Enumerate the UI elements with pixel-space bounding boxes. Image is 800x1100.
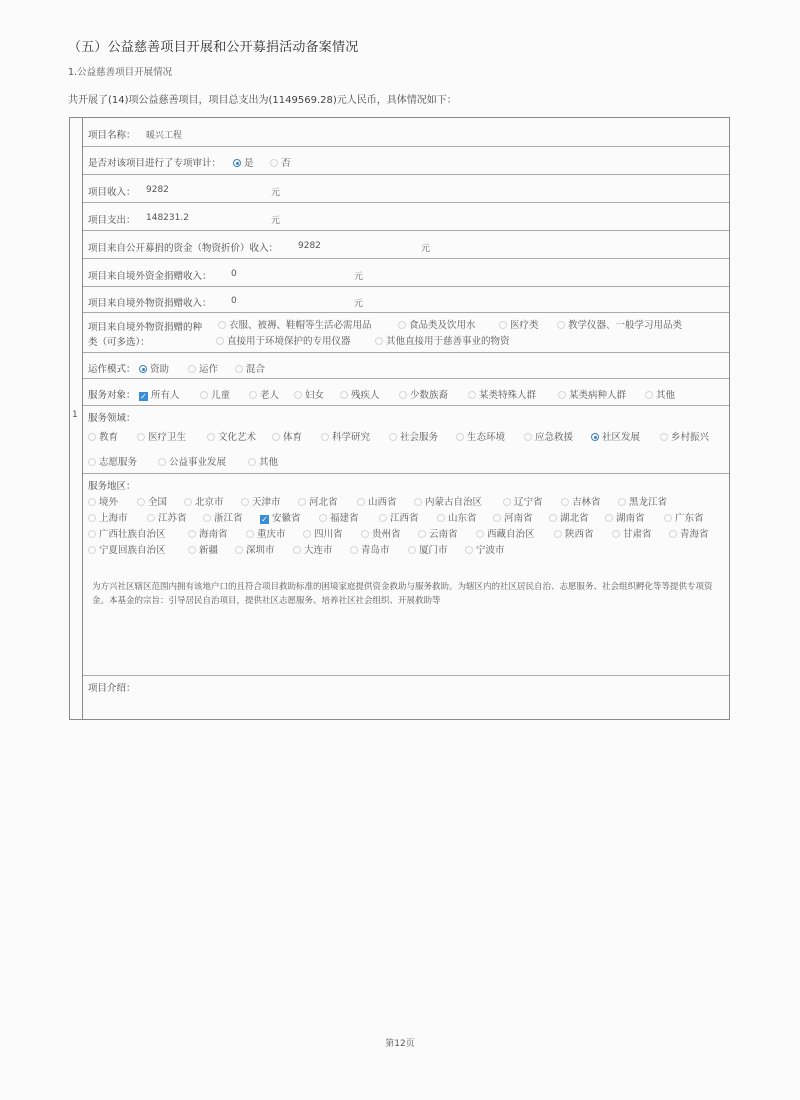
checkbox-empty-icon	[389, 433, 397, 441]
region-option[interactable]	[418, 526, 458, 540]
region-option[interactable]	[612, 526, 652, 540]
checkbox-empty-icon	[554, 530, 562, 538]
target-option-label: 某类特殊人群	[479, 390, 537, 401]
public-income-unit: 元	[421, 244, 431, 254]
mode-option[interactable]	[139, 361, 169, 375]
goods-type-label-1: 项目来自境外物资捐赠的种	[88, 322, 203, 333]
target-option-label: 妇女	[305, 390, 325, 401]
checkbox-empty-icon	[414, 498, 422, 506]
region-option-label: 吉林省	[572, 497, 601, 508]
public-income-label: 项目来自公开募捐的资金（物资折价）收入：	[88, 243, 279, 254]
field-option-label: 医疗卫生	[148, 432, 187, 443]
income-unit: 元	[271, 188, 281, 198]
region-option[interactable]	[618, 494, 667, 508]
region-option-label: 浙江省	[214, 513, 243, 524]
field-label: 服务领域：	[88, 413, 136, 424]
goods-type-option[interactable]	[557, 317, 682, 331]
section-title: （五）公益慈善项目开展和公开募捐活动备案情况	[68, 40, 359, 55]
region-option[interactable]	[88, 510, 128, 524]
region-option[interactable]	[350, 542, 390, 556]
region-option-label: 大连市	[304, 545, 333, 556]
checkbox-empty-icon	[399, 391, 407, 399]
target-option-label: 老人	[260, 390, 280, 401]
audit-no-option[interactable]	[270, 155, 291, 169]
goods-type-label: 教学仪器、一般学习用品类	[568, 320, 683, 331]
mode-option-label: 运作	[199, 364, 219, 375]
row-regions	[83, 474, 729, 676]
region-option-label: 新疆	[199, 545, 219, 556]
region-option-label: 湖南省	[616, 513, 645, 524]
goods-type-option[interactable]	[216, 333, 351, 347]
region-option[interactable]	[605, 510, 645, 524]
checkbox-empty-icon	[207, 433, 215, 441]
region-option[interactable]	[361, 526, 401, 540]
target-option-label: 儿童	[211, 390, 231, 401]
checkbox-empty-icon	[216, 337, 224, 345]
intro-label: 项目介绍：	[88, 683, 136, 694]
region-option-label: 山西省	[368, 497, 397, 508]
target-option-label: 某类病种人群	[569, 390, 627, 401]
checkbox-empty-icon	[248, 458, 256, 466]
field-option[interactable]	[456, 429, 505, 443]
radio-empty-icon	[235, 365, 243, 373]
region-option-label: 云南省	[429, 529, 458, 540]
checkbox-empty-icon	[361, 530, 369, 538]
region-option-label: 广东省	[675, 513, 704, 524]
checkbox-empty-icon	[558, 391, 566, 399]
checkbox-empty-icon	[669, 530, 677, 538]
region-option-label: 甘肃省	[623, 529, 652, 540]
region-option-label: 贵州省	[372, 529, 401, 540]
region-option-label: 湖北省	[560, 513, 589, 524]
income-value: 9282	[146, 185, 169, 195]
field-option[interactable]	[88, 454, 137, 468]
radio-empty-icon	[188, 365, 196, 373]
region-option[interactable]	[147, 510, 187, 524]
expense-unit: 元	[271, 216, 281, 226]
goods-type-option[interactable]	[398, 317, 476, 331]
row-mode	[83, 353, 729, 379]
checkbox-empty-icon	[561, 498, 569, 506]
region-option[interactable]	[319, 510, 359, 524]
field-option[interactable]	[158, 454, 226, 468]
region-option[interactable]	[561, 494, 601, 508]
region-option[interactable]	[357, 494, 397, 508]
region-option-label: 厦门市	[419, 545, 448, 556]
region-option-label: 境外	[99, 497, 119, 508]
region-option-label: 青海省	[680, 529, 709, 540]
region-option[interactable]	[554, 526, 594, 540]
page-number: 第12页	[385, 1039, 415, 1049]
field-option-label: 社区发展	[602, 432, 641, 443]
region-option[interactable]	[88, 542, 166, 556]
checkbox-empty-icon	[375, 337, 383, 345]
checkbox-empty-icon	[549, 514, 557, 522]
region-option-label: 上海市	[99, 513, 128, 524]
foreign-goods-unit: 元	[354, 299, 364, 309]
field-option-label: 应急救援	[535, 432, 574, 443]
field-option[interactable]	[248, 454, 278, 468]
field-option-label: 生态环境	[467, 432, 506, 443]
region-option-label: 全国	[148, 497, 168, 508]
region-option[interactable]	[664, 510, 704, 524]
field-option[interactable]	[272, 429, 302, 443]
field-option-label: 志愿服务	[99, 457, 138, 468]
region-options	[83, 474, 729, 675]
checkbox-empty-icon	[660, 433, 668, 441]
target-option[interactable]	[294, 387, 324, 401]
region-option-label: 青岛市	[361, 545, 390, 556]
field-option-label: 公益事业发展	[169, 457, 227, 468]
project-table	[69, 117, 730, 720]
target-option-label: 其他	[656, 390, 676, 401]
field-option[interactable]	[591, 429, 640, 443]
public-income-value: 9282	[298, 241, 321, 251]
region-option[interactable]	[437, 510, 477, 524]
region-option-label: 内蒙古自治区	[425, 497, 483, 508]
region-option-label: 山东省	[448, 513, 477, 524]
foreign-goods-value: 0	[231, 296, 237, 306]
checkbox-empty-icon	[340, 391, 348, 399]
row-audit	[83, 147, 729, 175]
expense-value: 148231.2	[146, 213, 189, 223]
target-option-label: 所有人	[151, 390, 180, 401]
mode-option[interactable]	[235, 361, 265, 375]
checkbox-checked-icon: ✓	[261, 515, 268, 524]
checkbox-empty-icon	[557, 321, 565, 329]
region-option[interactable]	[298, 494, 338, 508]
checkbox-empty-icon	[203, 514, 211, 522]
checkbox-empty-icon	[503, 498, 511, 506]
field-option-label: 其他	[259, 457, 279, 468]
checkbox-empty-icon	[88, 433, 96, 441]
checkbox-empty-icon	[88, 546, 96, 554]
checkbox-empty-icon	[476, 530, 484, 538]
checkbox-empty-icon	[188, 530, 196, 538]
region-option-label: 安徽省	[272, 513, 301, 524]
region-option[interactable]	[465, 542, 505, 556]
region-option-label: 海南省	[199, 529, 228, 540]
region-option-label: 深圳市	[246, 545, 275, 556]
checkbox-empty-icon	[437, 514, 445, 522]
region-option-label: 辽宁省	[514, 497, 543, 508]
row-income	[83, 175, 729, 203]
checkbox-empty-icon	[499, 321, 507, 329]
region-option-label: 宁波市	[476, 545, 505, 556]
field-option[interactable]	[207, 429, 256, 443]
region-option-label: 江苏省	[158, 513, 187, 524]
region-option[interactable]	[241, 494, 281, 508]
region-option-label: 河北省	[309, 497, 338, 508]
index-column	[70, 118, 83, 719]
checkbox-empty-icon	[188, 546, 196, 554]
row-fields	[83, 406, 729, 474]
region-option[interactable]	[476, 526, 535, 540]
checkbox-empty-icon	[88, 530, 96, 538]
checkbox-empty-icon	[218, 321, 226, 329]
checkbox-checked-icon: ✓	[140, 392, 147, 401]
row-foreign-cash	[83, 259, 729, 287]
checkbox-empty-icon	[468, 391, 476, 399]
radio-empty-icon	[270, 159, 278, 167]
goods-type-option[interactable]	[499, 317, 539, 331]
region-option[interactable]	[293, 542, 333, 556]
target-option[interactable]	[645, 387, 675, 401]
checkbox-empty-icon	[618, 498, 626, 506]
region-option-label: 福建省	[330, 513, 359, 524]
checkbox-empty-icon	[612, 530, 620, 538]
foreign-cash-label: 项目来自境外资金捐赠收入：	[88, 271, 212, 282]
target-option[interactable]	[468, 387, 536, 401]
target-label: 服务对象：	[88, 390, 136, 401]
row-targets	[83, 379, 729, 406]
checkbox-empty-icon	[398, 321, 406, 329]
checkbox-empty-icon	[158, 458, 166, 466]
row-public-income	[83, 231, 729, 259]
checkbox-empty-icon	[88, 458, 96, 466]
checkbox-empty-icon	[465, 546, 473, 554]
radio-checked-icon	[591, 433, 599, 441]
goods-type-label: 医疗类	[510, 320, 539, 331]
project-index: 1	[72, 410, 78, 420]
checkbox-empty-icon	[200, 391, 208, 399]
checkbox-empty-icon	[137, 498, 145, 506]
field-option-label: 乡村振兴	[671, 432, 710, 443]
foreign-goods-label: 项目来自境外物资捐赠收入：	[88, 298, 212, 309]
region-option[interactable]	[493, 510, 533, 524]
goods-type-option[interactable]	[218, 317, 372, 331]
goods-type-label: 其他直接用于慈善事业的物资	[386, 336, 510, 347]
region-option[interactable]	[669, 526, 709, 540]
checkbox-empty-icon	[235, 546, 243, 554]
region-option-label: 陕西省	[565, 529, 594, 540]
region-option-label: 天津市	[252, 497, 281, 508]
checkbox-empty-icon	[88, 498, 96, 506]
audit-yes-option[interactable]	[233, 155, 254, 169]
region-option[interactable]	[408, 542, 448, 556]
checkbox-empty-icon	[241, 498, 249, 506]
region-option[interactable]	[203, 510, 243, 524]
region-option[interactable]	[379, 510, 419, 524]
audit-label: 是否对该项目进行了专项审计：	[88, 158, 222, 169]
field-option[interactable]	[88, 429, 118, 443]
checkbox-empty-icon	[357, 498, 365, 506]
region-option-label: 北京市	[195, 497, 224, 508]
checkbox-empty-icon	[493, 514, 501, 522]
checkbox-empty-icon	[147, 514, 155, 522]
name-value: 暖兴工程	[146, 131, 183, 141]
checkbox-empty-icon	[418, 530, 426, 538]
project-details	[83, 118, 729, 719]
region-option[interactable]	[303, 526, 343, 540]
field-option[interactable]	[321, 429, 370, 443]
target-option-label: 残疾人	[351, 390, 380, 401]
expense-label: 项目支出：	[88, 215, 136, 226]
region-option[interactable]	[549, 510, 589, 524]
region-option[interactable]	[260, 510, 301, 524]
field-option[interactable]	[660, 429, 709, 443]
radio-checked-icon	[233, 159, 241, 167]
region-option[interactable]	[88, 494, 118, 508]
intro-text: 为方兴社区辖区范围内拥有该地户口的且符合项目救助标准的困境家庭提供资金救助与服务救助。为辖区内的社区居民自治、志愿服务、社会组织孵化等等提供专项资金。本基金的宗旨：引导居民自治项目，提供社区志愿服务、培养社区社会组织、开展救助等	[92, 582, 713, 606]
name-label: 项目名称：	[88, 130, 136, 141]
region-option-label: 西藏自治区	[487, 529, 535, 540]
goods-type-label: 衣服、被褥、鞋帽等生活必需用品	[229, 320, 372, 331]
checkbox-empty-icon	[456, 433, 464, 441]
target-option[interactable]	[249, 387, 279, 401]
target-option[interactable]	[200, 387, 230, 401]
field-option[interactable]	[137, 429, 186, 443]
mode-option-label: 资助	[150, 364, 170, 375]
region-option[interactable]	[137, 494, 167, 508]
summary-text: 共开展了(14)项公益慈善项目，项目总支出为(1149569.28)元人民币，具体情况如下：	[68, 95, 457, 106]
checkbox-empty-icon	[88, 514, 96, 522]
field-option[interactable]	[389, 429, 438, 443]
field-option-label: 社会服务	[400, 432, 439, 443]
checkbox-empty-icon	[524, 433, 532, 441]
mode-label: 运作模式：	[88, 364, 136, 375]
field-option-label: 科学研究	[332, 432, 371, 443]
section-subtitle: 1.公益慈善项目开展情况	[68, 67, 173, 78]
mode-option[interactable]	[188, 361, 218, 375]
checkbox-empty-icon	[321, 433, 329, 441]
target-option[interactable]	[340, 387, 380, 401]
checkbox-empty-icon	[137, 433, 145, 441]
goods-type-option[interactable]	[375, 333, 510, 347]
checkbox-empty-icon	[379, 514, 387, 522]
income-label: 项目收入：	[88, 187, 136, 198]
region-option-label: 广西壮族自治区	[99, 529, 166, 540]
field-option[interactable]	[524, 429, 573, 443]
goods-type-label: 食品类及饮用水	[409, 320, 476, 331]
foreign-cash-unit: 元	[354, 272, 364, 282]
region-option-label: 重庆市	[257, 529, 286, 540]
checkbox-empty-icon	[605, 514, 613, 522]
row-intro	[83, 676, 729, 719]
region-option-label: 宁夏回族自治区	[99, 545, 166, 556]
row-name	[83, 118, 729, 147]
checkbox-empty-icon	[294, 391, 302, 399]
foreign-cash-value: 0	[231, 269, 237, 279]
checkbox-empty-icon	[272, 433, 280, 441]
row-foreign-goods	[83, 287, 729, 313]
checkbox-empty-icon	[664, 514, 672, 522]
checkbox-empty-icon	[246, 530, 254, 538]
checkbox-empty-icon	[249, 391, 257, 399]
field-option-label: 教育	[99, 432, 119, 443]
audit-no-label: 否	[281, 158, 291, 169]
region-option-label: 黑龙江省	[629, 497, 668, 508]
mode-option-label: 混合	[246, 364, 266, 375]
checkbox-empty-icon	[319, 514, 327, 522]
audit-yes-label: 是	[244, 158, 254, 169]
checkbox-empty-icon	[184, 498, 192, 506]
field-option-label: 体育	[283, 432, 303, 443]
checkbox-empty-icon	[350, 546, 358, 554]
goods-type-label: 直接用于环境保护的专用仪器	[227, 336, 351, 347]
region-option[interactable]	[414, 494, 482, 508]
checkbox-empty-icon	[408, 546, 416, 554]
region-option[interactable]	[188, 526, 228, 540]
region-option[interactable]	[88, 526, 166, 540]
goods-type-label-2: 类（可多选）：	[88, 337, 150, 348]
checkbox-empty-icon	[645, 391, 653, 399]
region-option[interactable]	[184, 494, 224, 508]
region-option-label: 四川省	[314, 529, 343, 540]
radio-checked-icon	[139, 365, 147, 373]
region-label: 服务地区：	[88, 481, 136, 492]
field-option-label: 文化艺术	[218, 432, 257, 443]
row-goods-types	[83, 313, 729, 353]
region-option[interactable]	[503, 494, 543, 508]
region-option-label: 江西省	[390, 513, 419, 524]
region-option[interactable]	[246, 526, 286, 540]
target-option[interactable]	[139, 387, 180, 401]
target-option[interactable]	[558, 387, 626, 401]
checkbox-empty-icon	[293, 546, 301, 554]
row-expense	[83, 203, 729, 231]
region-option[interactable]	[188, 542, 218, 556]
region-option[interactable]	[235, 542, 275, 556]
target-option[interactable]	[399, 387, 448, 401]
checkbox-empty-icon	[303, 530, 311, 538]
checkbox-empty-icon	[298, 498, 306, 506]
region-option-label: 河南省	[504, 513, 533, 524]
target-option-label: 少数族裔	[410, 390, 449, 401]
